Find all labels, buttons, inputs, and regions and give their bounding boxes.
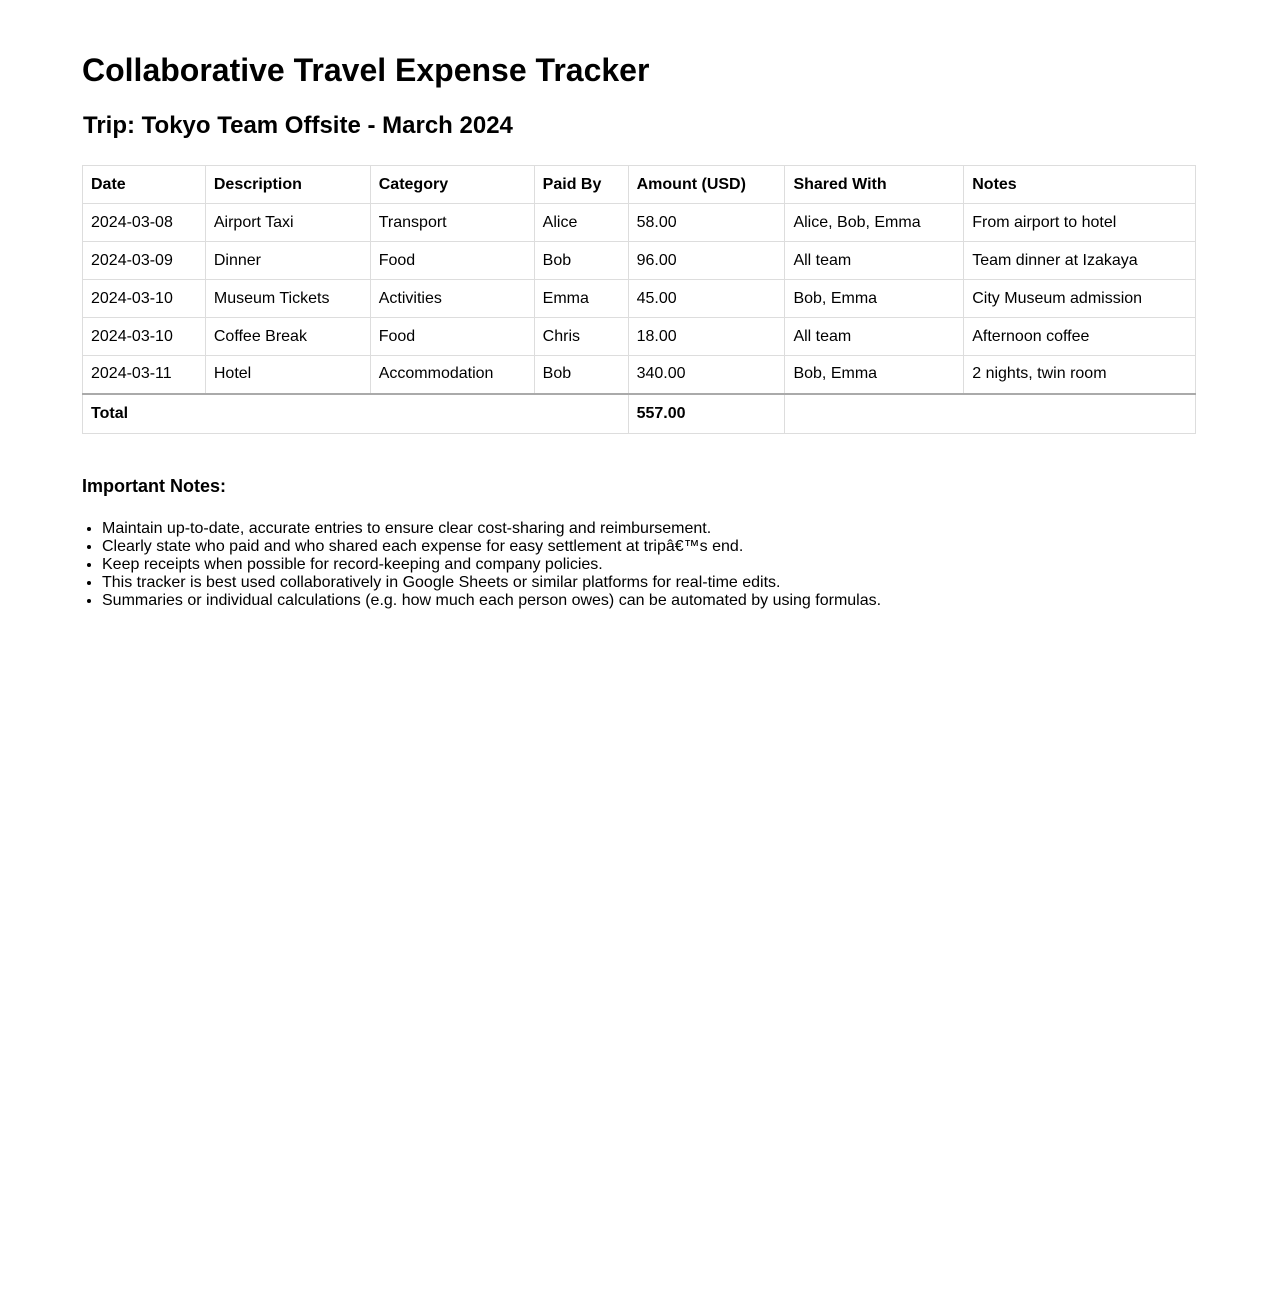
- cell-category: Transport: [370, 204, 534, 242]
- list-item: • This tracker is best used collaboratively in Google Sheets or similar platforms for real-time edits.: [102, 574, 881, 592]
- table-row: [83, 318, 1196, 356]
- cell-category: Food: [370, 242, 534, 280]
- table-row: [83, 356, 1196, 394]
- cell-shared-with: All team: [785, 242, 964, 280]
- header-notes: Notes: [964, 166, 1196, 204]
- trip-title: Trip: Tokyo Team Offsite - March 2024: [83, 112, 513, 139]
- header-amount: Amount (USD): [628, 166, 785, 204]
- cell-date: 2024-03-11: [83, 356, 206, 394]
- table-header-row: [83, 166, 1196, 204]
- total-row: [83, 394, 1196, 434]
- header-shared-with: Shared With: [785, 166, 964, 204]
- cell-shared-with: Bob, Emma: [785, 280, 964, 318]
- cell-amount: 18.00: [628, 318, 785, 356]
- table-row: [83, 242, 1196, 280]
- cell-amount: 45.00: [628, 280, 785, 318]
- cell-date: 2024-03-09: [83, 242, 206, 280]
- list-item: • Maintain up-to-date, accurate entries to ensure clear cost-sharing and reimbursement.: [102, 520, 881, 538]
- cell-notes: City Museum admission: [964, 280, 1196, 318]
- expense-table: [82, 165, 1196, 434]
- total-label: Total: [83, 394, 629, 434]
- cell-shared-with: Alice, Bob, Emma: [785, 204, 964, 242]
- cell-notes: From airport to hotel: [964, 204, 1196, 242]
- cell-description: Coffee Break: [205, 318, 370, 356]
- cell-paid-by: Emma: [534, 280, 628, 318]
- notes-list: [82, 520, 881, 610]
- cell-paid-by: Chris: [534, 318, 628, 356]
- cell-description: Museum Tickets: [205, 280, 370, 318]
- list-item: • Keep receipts when possible for record-keeping and company policies.: [102, 556, 881, 574]
- header-paid-by: Paid By: [534, 166, 628, 204]
- table-row: [83, 204, 1196, 242]
- cell-description: Hotel: [205, 356, 370, 394]
- total-empty-cell: [785, 394, 1196, 434]
- cell-category: Accommodation: [370, 356, 534, 394]
- cell-description: Dinner: [205, 242, 370, 280]
- cell-notes: 2 nights, twin room: [964, 356, 1196, 394]
- list-item: • Summaries or individual calculations (e.g. how much each person owes) can be automated by using formulas.: [102, 592, 881, 610]
- page-title: Collaborative Travel Expense Tracker: [82, 52, 650, 88]
- cell-paid-by: Bob: [534, 242, 628, 280]
- cell-shared-with: All team: [785, 318, 964, 356]
- cell-paid-by: Alice: [534, 204, 628, 242]
- cell-date: 2024-03-08: [83, 204, 206, 242]
- cell-paid-by: Bob: [534, 356, 628, 394]
- table-row: [83, 280, 1196, 318]
- header-date: Date: [83, 166, 206, 204]
- cell-amount: 340.00: [628, 356, 785, 394]
- total-amount: 557.00: [628, 394, 785, 434]
- cell-amount: 58.00: [628, 204, 785, 242]
- cell-category: Food: [370, 318, 534, 356]
- header-category: Category: [370, 166, 534, 204]
- notes-heading: Important Notes:: [82, 476, 226, 496]
- cell-date: 2024-03-10: [83, 280, 206, 318]
- cell-date: 2024-03-10: [83, 318, 206, 356]
- header-description: Description: [205, 166, 370, 204]
- cell-category: Activities: [370, 280, 534, 318]
- cell-notes: Team dinner at Izakaya: [964, 242, 1196, 280]
- cell-amount: 96.00: [628, 242, 785, 280]
- cell-notes: Afternoon coffee: [964, 318, 1196, 356]
- list-item: • Clearly state who paid and who shared each expense for easy settlement at tripâ€™s end.: [102, 538, 881, 556]
- cell-shared-with: Bob, Emma: [785, 356, 964, 394]
- cell-description: Airport Taxi: [205, 204, 370, 242]
